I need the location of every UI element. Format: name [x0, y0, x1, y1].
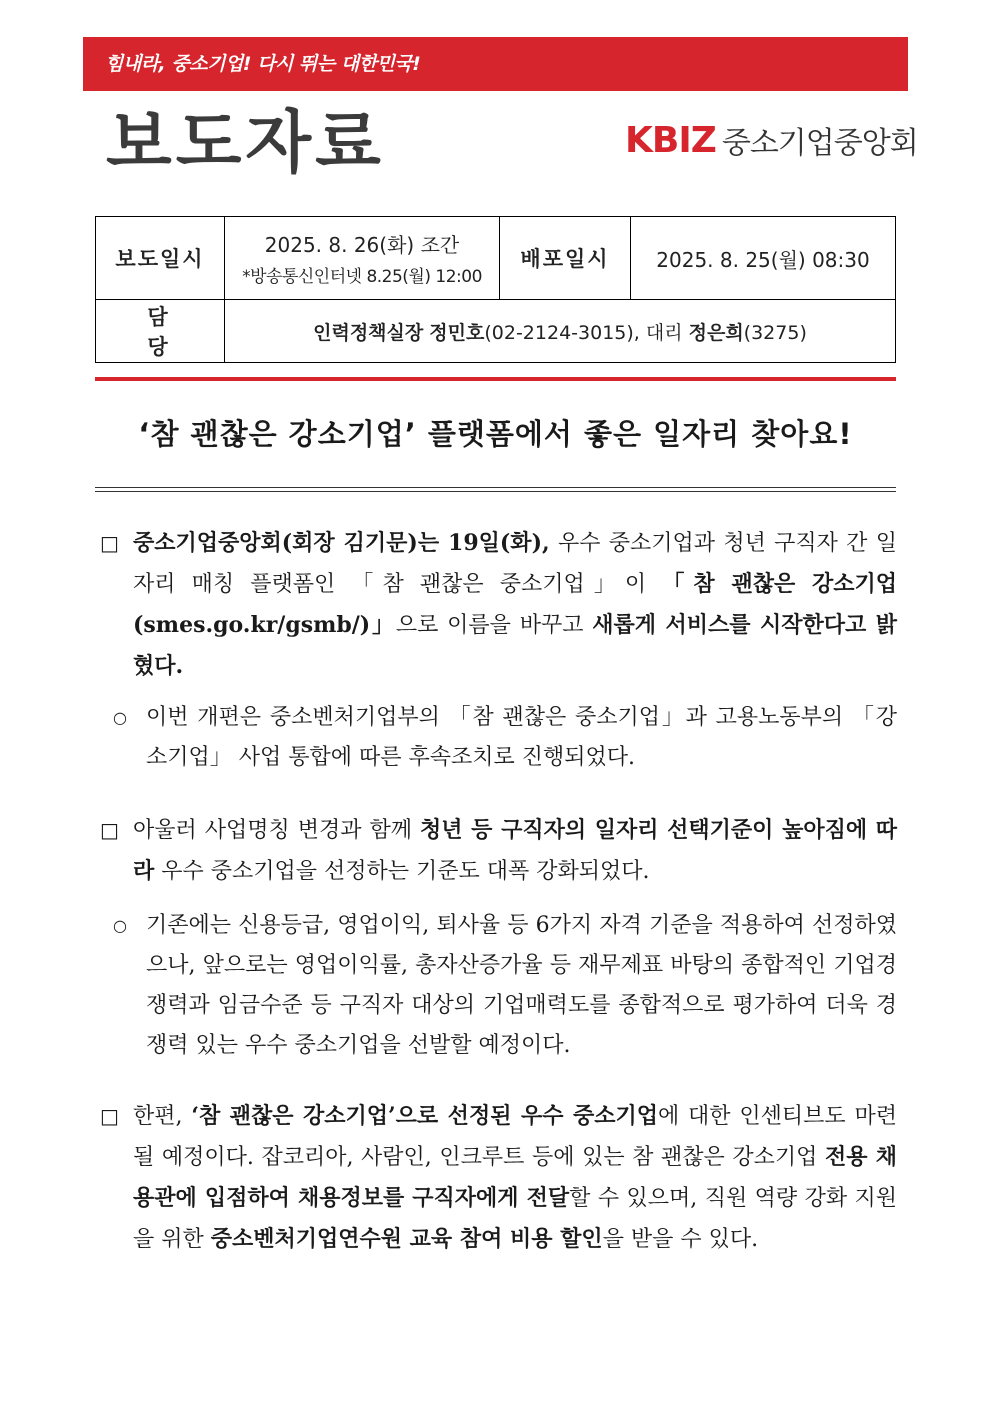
p5-text-a: 한편, — [133, 1104, 192, 1129]
square-bullet: □ — [100, 531, 119, 555]
circle-bullet: ○ — [113, 916, 127, 935]
slogan-banner: 힘내라, 중소기업! 다시 뛰는 대한민국! — [83, 37, 908, 91]
release-date-cell — [225, 217, 500, 300]
distribution-date-value: 2025. 8. 25(월) 08:30 — [631, 217, 896, 300]
paragraph-3 — [100, 810, 897, 892]
distribution-date-label: 배포일시 — [500, 217, 631, 300]
contact-1-title: 인력정책실장 — [313, 321, 424, 344]
release-info-table — [95, 216, 896, 363]
contact-2-name: 정은희 — [688, 321, 744, 344]
contact-cell — [225, 300, 896, 363]
red-divider — [95, 377, 896, 381]
square-bullet: □ — [100, 818, 119, 842]
p1-bold-a: 중소기업중앙회(회장 김기문)는 19일(화), — [133, 530, 550, 556]
release-date-value: 2025. 8. 26(화) 조간 — [264, 233, 460, 257]
logo-brand: KBIZ — [625, 119, 716, 161]
p1-bold-e: 새롭게 서비스를 시작한다고 밝혔다. — [133, 612, 897, 679]
p5-text-g: 을 받을 수 있다. — [602, 1227, 759, 1252]
double-divider — [95, 487, 896, 492]
p1-bold-c: 「참 괜찮은 강소기업 (smes.go.kr/gsmb/)」 — [133, 571, 897, 638]
p4-text: 기존에는 신용등급, 영업이익, 퇴사율 등 6가지 자격 기준을 적용하여 선정하였으나, 앞으로는 영업이익률, 총자산증가율 등 재무제표 바탕의 종합적인 기업경쟁력과 임금수준 등 구직자 대상의 기업매력도를 종합적으로 평가하여 더욱 경쟁력 있는 우수 중소기업을 선발할 예정이다. — [146, 913, 897, 1058]
contact-1-name: 정민호 — [429, 321, 485, 344]
headline: ‘참 괜찮은 강소기업’ 플랫폼에서 좋은 일자리 찾아요! — [138, 417, 853, 451]
p1-text-b: 우수 중소기업과 청년 구직자 간 일자리 매칭 플랫폼인 「참 괜찮은 중소기업」이 — [133, 531, 897, 597]
p5-text-c: 에 대한 인센티브도 마련될 예정이다. 잡코리아, 사람인, 인크루트 등에 있는 참 괜찮은 강소기업 — [133, 1104, 897, 1170]
p5-text-e: 할 수 있으며, 직원 역량 강화 지원을 위한 — [133, 1186, 897, 1252]
page-title: 보도자료 — [106, 104, 385, 183]
p5-bold-f: 중소벤처기업연수원 교육 참여 비용 할인 — [210, 1226, 603, 1252]
contact-label: 담 당 — [96, 300, 225, 363]
p5-bold-b: ‘참 괜찮은 강소기업’으로 선정된 우수 중소기업 — [191, 1103, 658, 1129]
paragraph-1 — [100, 523, 897, 687]
p5-bold-d: 전용 채용관에 입점하여 채용정보를 구직자에게 전달 — [133, 1144, 897, 1211]
p1-text-d: 으로 이름을 바꾸고 — [395, 613, 593, 638]
logo-org-name: 중소기업중앙회 — [721, 126, 918, 161]
p2-text: 이번 개편은 중소벤처기업부의 「참 괜찮은 중소기업」과 고용노동부의 「강소기업」 사업 통합에 따른 후속조치로 진행되었다. — [146, 705, 897, 770]
p3-text-c: 우수 중소기업을 선정하는 기준도 대폭 강화되었다. — [154, 859, 650, 884]
contact-1-phone: (02-2124-3015), 대리 — [484, 321, 689, 344]
broadcast-release-note: *방송통신인터넷 8.25(월) 12:00 — [242, 267, 482, 287]
paragraph-5 — [100, 1096, 897, 1260]
square-bullet: □ — [100, 1104, 119, 1128]
p3-bold-b: 청년 등 구직자의 일자리 선택기준이 높아짐에 따라 — [133, 817, 897, 884]
release-date-label: 보도일시 — [96, 217, 225, 300]
kbiz-logo — [625, 118, 918, 162]
paragraph-2 — [113, 698, 897, 778]
circle-bullet: ○ — [113, 708, 127, 727]
paragraph-4 — [113, 906, 897, 1066]
contact-2-ext: (3275) — [743, 321, 807, 344]
p3-text-a: 아울러 사업명칭 변경과 함께 — [133, 818, 420, 843]
